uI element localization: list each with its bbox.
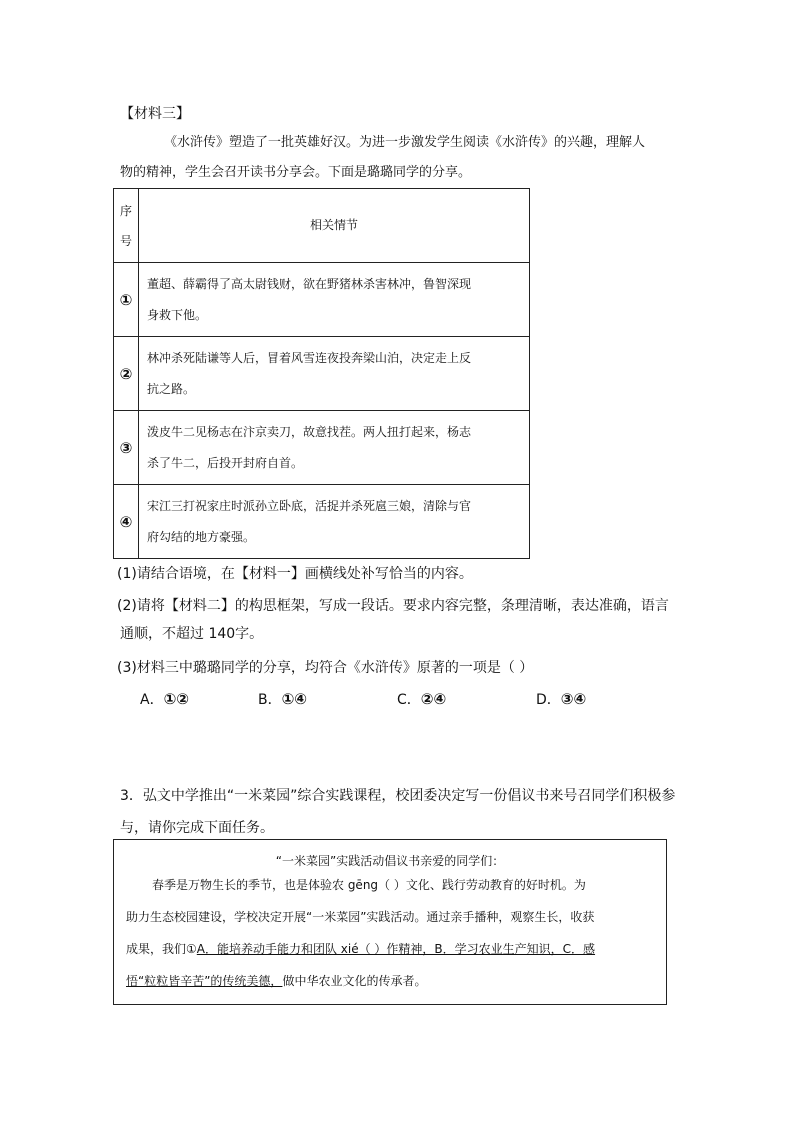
proposal-line-1: 春季是万物生长的季节，也是体验农 gēng（ ）文化、践行劳动教育的好时机。为 xyxy=(152,878,586,892)
row-plot xyxy=(139,485,530,559)
proposal-line-3 xyxy=(126,933,656,965)
proposal-title: “一米菜园”实践活动倡议书亲爱的同学们： xyxy=(275,854,505,868)
row-plot-line-1: 泼皮牛二见杨志在汴京卖刀，故意找茬。两人扭打起来，杨志 xyxy=(147,424,472,439)
table-row xyxy=(114,263,530,337)
row-number: ④ xyxy=(114,485,139,559)
proposal-underlined-c: 悟“粒粒皆辛苦”的传统美德， xyxy=(126,974,283,988)
row-plot-line-2: 府勾结的地方豪强。 xyxy=(147,529,256,544)
row-plot-line-1: 林冲杀死陆谦等人后，冒着风雪连夜投奔梁山泊，决定走上反 xyxy=(147,350,472,365)
option-d-value: ③④ xyxy=(560,690,587,708)
proposal-line-4 xyxy=(126,965,656,997)
header-num-char-1: 序 xyxy=(119,203,132,218)
question-3-line-1: 3．弘文中学推出“一米菜园”综合实践课程，校团委决定写一份倡议书来号召同学们积极参 xyxy=(120,788,676,804)
row-plot-line-2: 杀了牛二，后投开封府自首。 xyxy=(147,455,304,470)
question-2 xyxy=(117,592,677,648)
table-row xyxy=(114,337,530,411)
row-plot-line-2: 身救下他。 xyxy=(147,307,208,322)
row-plot xyxy=(139,337,530,411)
question-3-line-2: 与，请你完成下面任务。 xyxy=(120,820,274,836)
option-b[interactable] xyxy=(258,689,307,709)
proposal-line-2: 助力生态校园建设，学校决定开展“一米菜园”实践活动。通过亲手播种，观察生长，收获 xyxy=(126,910,595,924)
header-num-char-2: 号 xyxy=(119,233,132,248)
question-2-line-2: 通顺，不超过 140字。 xyxy=(120,626,264,642)
proposal-box xyxy=(113,839,667,1005)
row-plot-line-1: 宋江三打祝家庄时派孙立卧底，活捉并杀死扈三娘，清除与官 xyxy=(147,498,472,513)
option-a-value: ①② xyxy=(163,690,189,708)
table-header-plot: 相关情节 xyxy=(139,189,530,263)
row-plot-line-1: 董超、薛霸得了高太尉钱财，欲在野猪林杀害林冲，鲁智深现 xyxy=(147,276,472,291)
question-1: (1)请结合语境，在【材料一】画横线处补写恰当的内容。 xyxy=(117,566,473,582)
row-plot xyxy=(139,411,530,485)
table-row xyxy=(114,485,530,559)
option-b-label: B． xyxy=(258,692,282,708)
question-3-choice: (3)材料三中璐璐同学的分享，均符合《水浒传》原著的一项是（ ） xyxy=(117,660,534,676)
row-number: ① xyxy=(114,263,139,337)
row-plot xyxy=(139,263,530,337)
option-c[interactable] xyxy=(397,689,446,709)
row-number: ③ xyxy=(114,411,139,485)
option-c-label: C． xyxy=(397,692,421,708)
option-c-value: ②④ xyxy=(420,690,447,708)
option-a-label: A． xyxy=(140,692,164,708)
material3-intro xyxy=(120,128,680,188)
table-header-row xyxy=(114,189,530,263)
question-2-line-1: (2)请将【材料二】的构思框架，写成一段话。要求内容完整，条理清晰，表达准确，语言 xyxy=(117,598,669,614)
proposal-underlined-a: A．能培养动手能力和团队 xié（ ）作精神，B．学习农业生产知识，C．感 xyxy=(196,942,596,956)
option-b-value: ①④ xyxy=(281,690,308,708)
intro-line-1: 《水浒传》塑造了一批英雄好汉。为进一步激发学生阅读《水浒传》的兴趣，理解人 xyxy=(164,135,646,150)
proposal-line-4-tail: 做中华农业文化的传承者。 xyxy=(282,974,427,988)
plot-table xyxy=(113,188,530,559)
option-d-label: D． xyxy=(536,692,561,708)
material3-heading: 【材料三】 xyxy=(120,106,190,122)
row-plot-line-2: 抗之路。 xyxy=(147,381,196,396)
table-row xyxy=(114,411,530,485)
table-header-num xyxy=(114,189,139,263)
proposal-line-3-lead: 成果，我们① xyxy=(126,942,197,956)
intro-line-2: 物的精神，学生会召开读书分享会。下面是璐璐同学的分享。 xyxy=(120,165,472,180)
row-number: ② xyxy=(114,337,139,411)
option-a[interactable] xyxy=(140,689,189,709)
question-3-prompt xyxy=(120,780,680,844)
proposal-body xyxy=(114,869,666,997)
option-d[interactable] xyxy=(536,689,586,709)
